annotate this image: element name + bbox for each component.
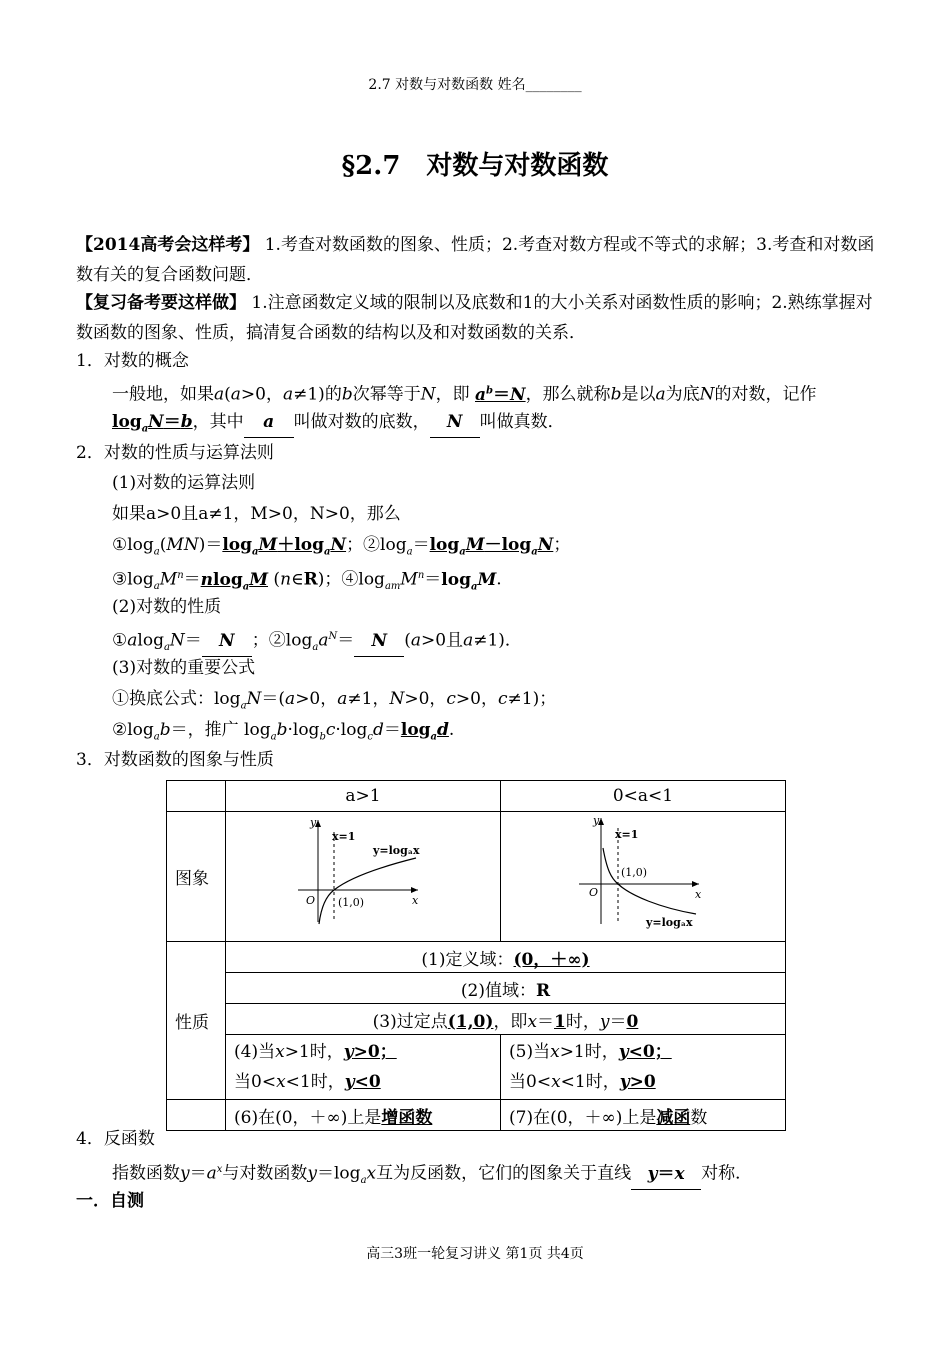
origin-label: O (589, 886, 599, 899)
change-of-base-formula: ①换底公式：$\log_aN=(a>0$，a≠1，N>0，c>0，c≠1)； (112, 689, 557, 712)
section-2-title: 2．对数的性质与运算法则 (76, 443, 274, 463)
page-footer: 高三3班一轮复习讲义 第1页 共4页 (366, 1246, 584, 1262)
fixed-point-row: (3)过定点(1,0)，即x＝1时，y＝0 (226, 1004, 786, 1035)
header-a-lt-1: 0<a<1 (501, 781, 786, 812)
sign-decreasing-cell: (5)当x>1时，y<0； 当0<x<1时，y>0 (501, 1035, 786, 1100)
log-function-table (166, 780, 786, 1131)
review-advice-text: 1.注意函数定义域的限制以及底数和1的大小关系对函数性质的影响；2.熟练掌握对数函数的图象、性质，搞清复合函数的结构以及和对数函数的关系． (76, 293, 873, 343)
s2-subtitle-2: (2)对数的性质 (112, 597, 222, 617)
x-equals-1-label: x=1 (332, 830, 356, 843)
exam-focus-paragraph (76, 230, 876, 290)
graph-increasing-cell (226, 812, 501, 942)
review-advice-label: 【复习备考要这样做】 (76, 293, 246, 313)
function-label: y=logₐx (646, 916, 693, 929)
y-axis-label: y (310, 816, 317, 829)
function-label: y=logₐx (373, 844, 420, 857)
sign-increasing-cell: (4)当x>1时，y>0； 当0<x<1时，y<0 (226, 1035, 501, 1100)
domain-row: (1)定义域：(0，＋∞) (226, 942, 786, 973)
inverse-function-text: 指数函数$y=a^x$与对数函数$y=\log_ax$互为反函数，它们的图象关于直线 y＝x 对称． (112, 1155, 752, 1196)
table-corner (167, 781, 226, 812)
fixed-point-label: (1,0) (338, 896, 365, 909)
rule-3-4: $③\log_aM^n=nlog_aM$ (n∈R)；$④\log_{am}M^n=\log_aM$. (112, 569, 502, 593)
row-label-graph: 图象 (167, 812, 226, 942)
section-5-title: 一．自测 (76, 1191, 144, 1211)
x-axis-label: x (695, 888, 702, 901)
exam-focus-label: 【2014高考会这样考】 (76, 235, 260, 255)
fixed-point-label: (1,0) (621, 866, 648, 879)
origin-label: O (306, 894, 316, 907)
s2-subtitle-3: (3)对数的重要公式 (112, 658, 256, 678)
log-graph-increasing (226, 812, 500, 936)
page-title: §2.7 对数与对数函数 (341, 151, 609, 181)
log-properties: ①alog$_a$N＝ N ；$②\log_aa^N= N$ (a>0且a≠1)． (112, 622, 522, 663)
log-definition-line2: $\log_aN=b$，其中 a 叫做对数的底数， N 叫做真数． (112, 407, 565, 444)
monotonic-decreasing-cell: (7)在(0，＋∞)上是减函数 (501, 1100, 786, 1131)
exam-focus-text: 1.考查对数函数的图象、性质；2.考查对数方程或不等式的求解；3.考查和对数函数有关的复合函数问题． (76, 235, 875, 285)
s2-condition: 如果a>0且a≠1，M>0，N>0，那么 (112, 504, 401, 524)
section-4-title: 4．反函数 (76, 1129, 155, 1149)
log-definition-line1: 一般地，如果a(a>0，a≠1)的b次幂等于N，即 $a^b=N$，那么就称b是以a为底N的对数，记作 (112, 384, 817, 405)
x-axis-label: x (412, 894, 419, 907)
page-header: 2.7 对数与对数函数 姓名________ (368, 77, 582, 93)
range-row: (2)值域：R (226, 973, 786, 1004)
monotonic-increasing-cell: (6)在(0，＋∞)上是增函数 (226, 1100, 501, 1131)
table-empty-cell (167, 1100, 226, 1131)
section-3-title: 3．对数函数的图象与性质 (76, 750, 274, 770)
log-graph-decreasing (501, 812, 785, 936)
rule-1-2: $①\log_a(MN)=\log_aM+\log_aN$；$②\log_a=\log_aM-\log_aN$； (112, 535, 571, 558)
review-advice-paragraph (76, 288, 876, 348)
graph-decreasing-cell (501, 812, 786, 942)
y-axis-label: y (593, 814, 600, 827)
chain-formula: $②\log_ab=$，推广 $\log_ab\cdot\log_bc\cdot\log_cd=\log_ad$. (112, 720, 455, 743)
header-a-gt-1: a>1 (226, 781, 501, 812)
s2-subtitle-1: (1)对数的运算法则 (112, 473, 256, 493)
row-label-properties: 性质 (167, 942, 226, 1100)
x-equals-1-label: x=1 (615, 828, 639, 841)
section-1-title: 1．对数的概念 (76, 351, 189, 371)
